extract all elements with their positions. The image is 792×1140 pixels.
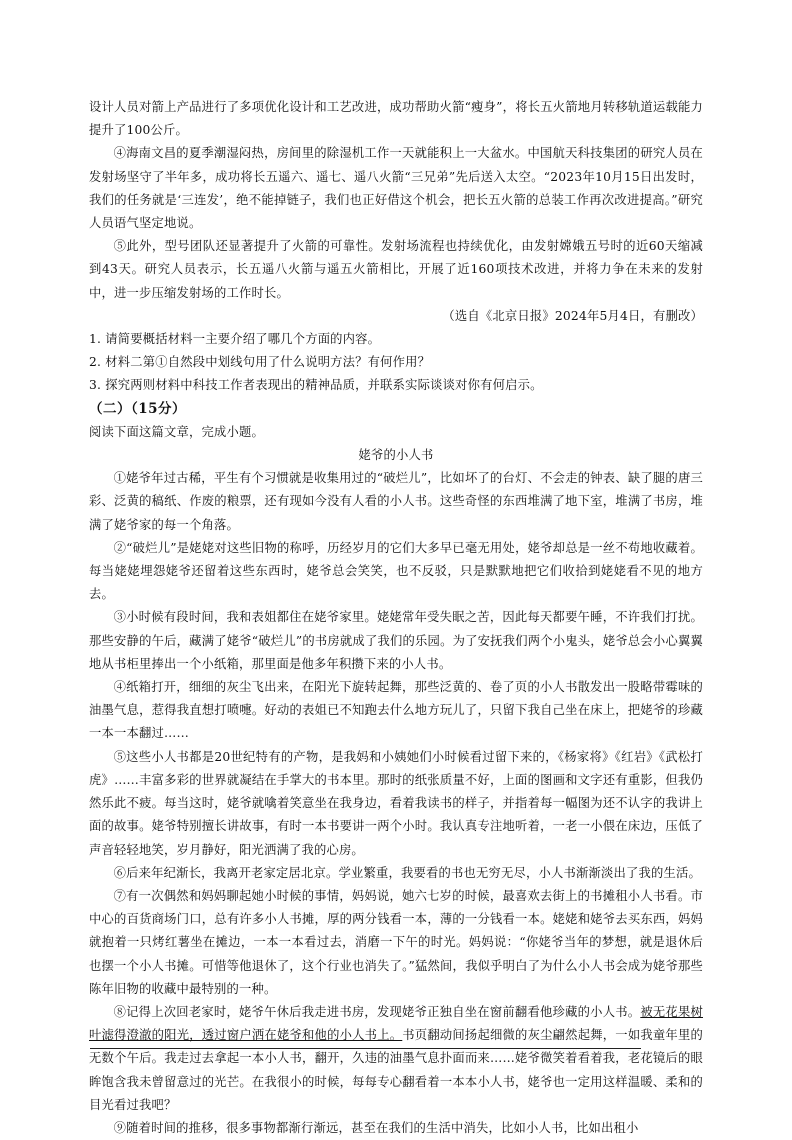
article-paragraph: ⑥后来年纪渐长，我离开老家定居北京。学业繁重，我要看的书也无穷无尽，小人书渐渐淡出了我的生活。 bbox=[113, 865, 701, 880]
article-paragraph-9: ⑨随着时间的推移，很多事物都渐行渐远，甚至在我们的生活中消失，比如小人书，比如出租小 bbox=[113, 1120, 639, 1135]
article-paragraph: ④纸箱打开，细细的灰尘飞出来，在阳光下旋转起舞，那些泛黄的、卷了页的小人书散发出一股略带霉味的油墨气息，惹得我直想打喷嚏。好动的表姐已不知跑去什么地方玩儿了，只留下我自己坐在床上，把姥爷的珍藏一本一本翻过…… bbox=[89, 680, 703, 741]
source-citation: （选自《北京日报》2024年5月4日，有删改） bbox=[442, 308, 703, 323]
paragraph-8-end: 书页翻动间扬起细微的灰尘翩然起舞，一如我童年里的无数个午后。我走过去拿起一本小人书，翻开，久违的油墨气息扑面而来……姥爷微笑着看着我，老花镜后的眼眸饱含我未曾留意过的光芒。在我很小的时候，每每专心翻看着一本本小人书，姥爷也一定用这样温暖、柔和的目光看过我吧？ bbox=[89, 1028, 703, 1112]
article-paragraph: ⑦有一次偶然和妈妈聊起她小时候的事情，妈妈说，她六七岁的时候，最喜欢去街上的书摊租小人书看。市中心的百货商场门口，总有许多小人书摊，厚的两分钱看一本，薄的一分钱看一本。姥姥和姥爷去买东西，妈妈就抱着一只烤红薯坐在摊边，一本一本看过去，消磨一下午的时光。妈妈说：“你姥爷当年的梦想，就是退休后也摆一个小人书摊。可惜等他退休了，这个行业也消失了。”猛然间，我似乎明白了为什么小人书会成为姥爷那些陈年旧物的收藏中最特别的一种。 bbox=[89, 888, 703, 996]
article-paragraph: ⑤这些小人书都是20世纪特有的产物，是我妈和小姨她们小时候看过留下来的，《杨家将》《红岩》《武松打虎》……丰富多彩的世界就凝结在手掌大的书本里。那时的纸张质量不好，上面的图画和文字还有重影，但我仍然乐此不疲。每当这时，姥爷就噙着笑意坐在我身边，看着我读书的样子，并指着每一幅图为还不认字的我讲上面的故事。姥爷特别擅长讲故事，有时一本书要讲一两个小时。我认真专注地听着，一老一小偎在床边，压低了声音轻轻地笑，岁月静好，阳光洒满了我的心房。 bbox=[89, 749, 703, 857]
paragraph-8-start: ⑧记得上次回老家时，姥爷午休后我走进书房，发现姥爷正独自坐在窗前翻看他珍藏的小人书。 bbox=[113, 1004, 641, 1019]
document-page bbox=[89, 96, 703, 1140]
section-heading: （二）（15分） bbox=[89, 400, 187, 417]
material-paragraph: 设计人员对箭上产品进行了多项优化设计和工艺改进，成功帮助火箭“瘦身”，将长五火箭地月转移轨道运载能力提升了100公斤。 bbox=[89, 100, 703, 138]
material-paragraph: ⑤此外，型号团队还显著提升了火箭的可靠性。发射场流程也持续优化，由发射嫦娥五号时的近60天缩减到43天。研究人员表示，长五遥八火箭与遥五火箭相比，开展了近160项技术改进，并将力争在未来的发射中，进一步压缩发射场的工作时长。 bbox=[89, 239, 703, 300]
article-paragraph: ③小时候有段时间，我和表姐都住在姥爷家里。姥姥常年受失眠之苦，因此每天都要午睡，不许我们打扰。那些安静的午后，藏满了姥爷“破烂儿”的书房就成了我们的乐园。为了安抚我们两个小鬼头，姥爷总会小心翼翼地从书柜里捧出一个小纸箱，那里面是他多年积攒下来的小人书。 bbox=[89, 610, 703, 671]
underlined-sentence: 被无花果树叶滤得澄澈的阳光，透过窗户洒在姥爷和他的小人书上。 bbox=[89, 1004, 703, 1043]
question-2: 2. 材料二第①自然段中划线句用了什么说明方法？有何作用？ bbox=[89, 355, 431, 370]
article-paragraph-8 bbox=[89, 1001, 703, 1117]
question-1: 1. 请简要概括材料一主要介绍了哪几个方面的内容。 bbox=[89, 332, 381, 347]
article-title: 姥爷的小人书 bbox=[358, 448, 434, 463]
footer-divider bbox=[90, 1048, 641, 1049]
instruction-text: 阅读下面这篇文章，完成小题。 bbox=[89, 424, 264, 439]
question-3: 3. 探究两则材料中科技工作者表现出的精神品质，并联系实际谈谈对你有何启示。 bbox=[89, 378, 543, 393]
article-paragraph: ①姥爷年过古稀，平生有个习惯就是收集用过的“破烂儿”，比如坏了的台灯、不会走的钟表、缺了腿的唐三彩、泛黄的稿纸、作废的粮票，还有现如今没有人看的小人书。这些奇怪的东西堆满了地下室，堆满了书房，堆满了姥爷家的每一个角落。 bbox=[89, 471, 703, 532]
article-paragraph: ②“破烂儿”是姥姥对这些旧物的称呼，历经岁月的它们大多早已毫无用处，姥爷却总是一丝不苟地收藏着。每当姥姥埋怨姥爷还留着这些东西时，姥爷总会笑笑，也不反驳，只是默默地把它们收拾到姥姥看不见的地方去。 bbox=[89, 540, 703, 602]
material-paragraph: ④海南文昌的夏季潮湿闷热，房间里的除湿机工作一天就能积上一大盆水。中国航天科技集团的研究人员在发射场坚守了半年多，成功将长五遥六、遥七、遥八火箭“三兄弟”先后送入太空。“2023年10月15日出发时，我们的任务就是‘三连发’，绝不能掉链子，我们也正好借这个机会，把长五火箭的总装工作再次改进提高。”研究人员语气坚定地说。 bbox=[89, 146, 703, 231]
